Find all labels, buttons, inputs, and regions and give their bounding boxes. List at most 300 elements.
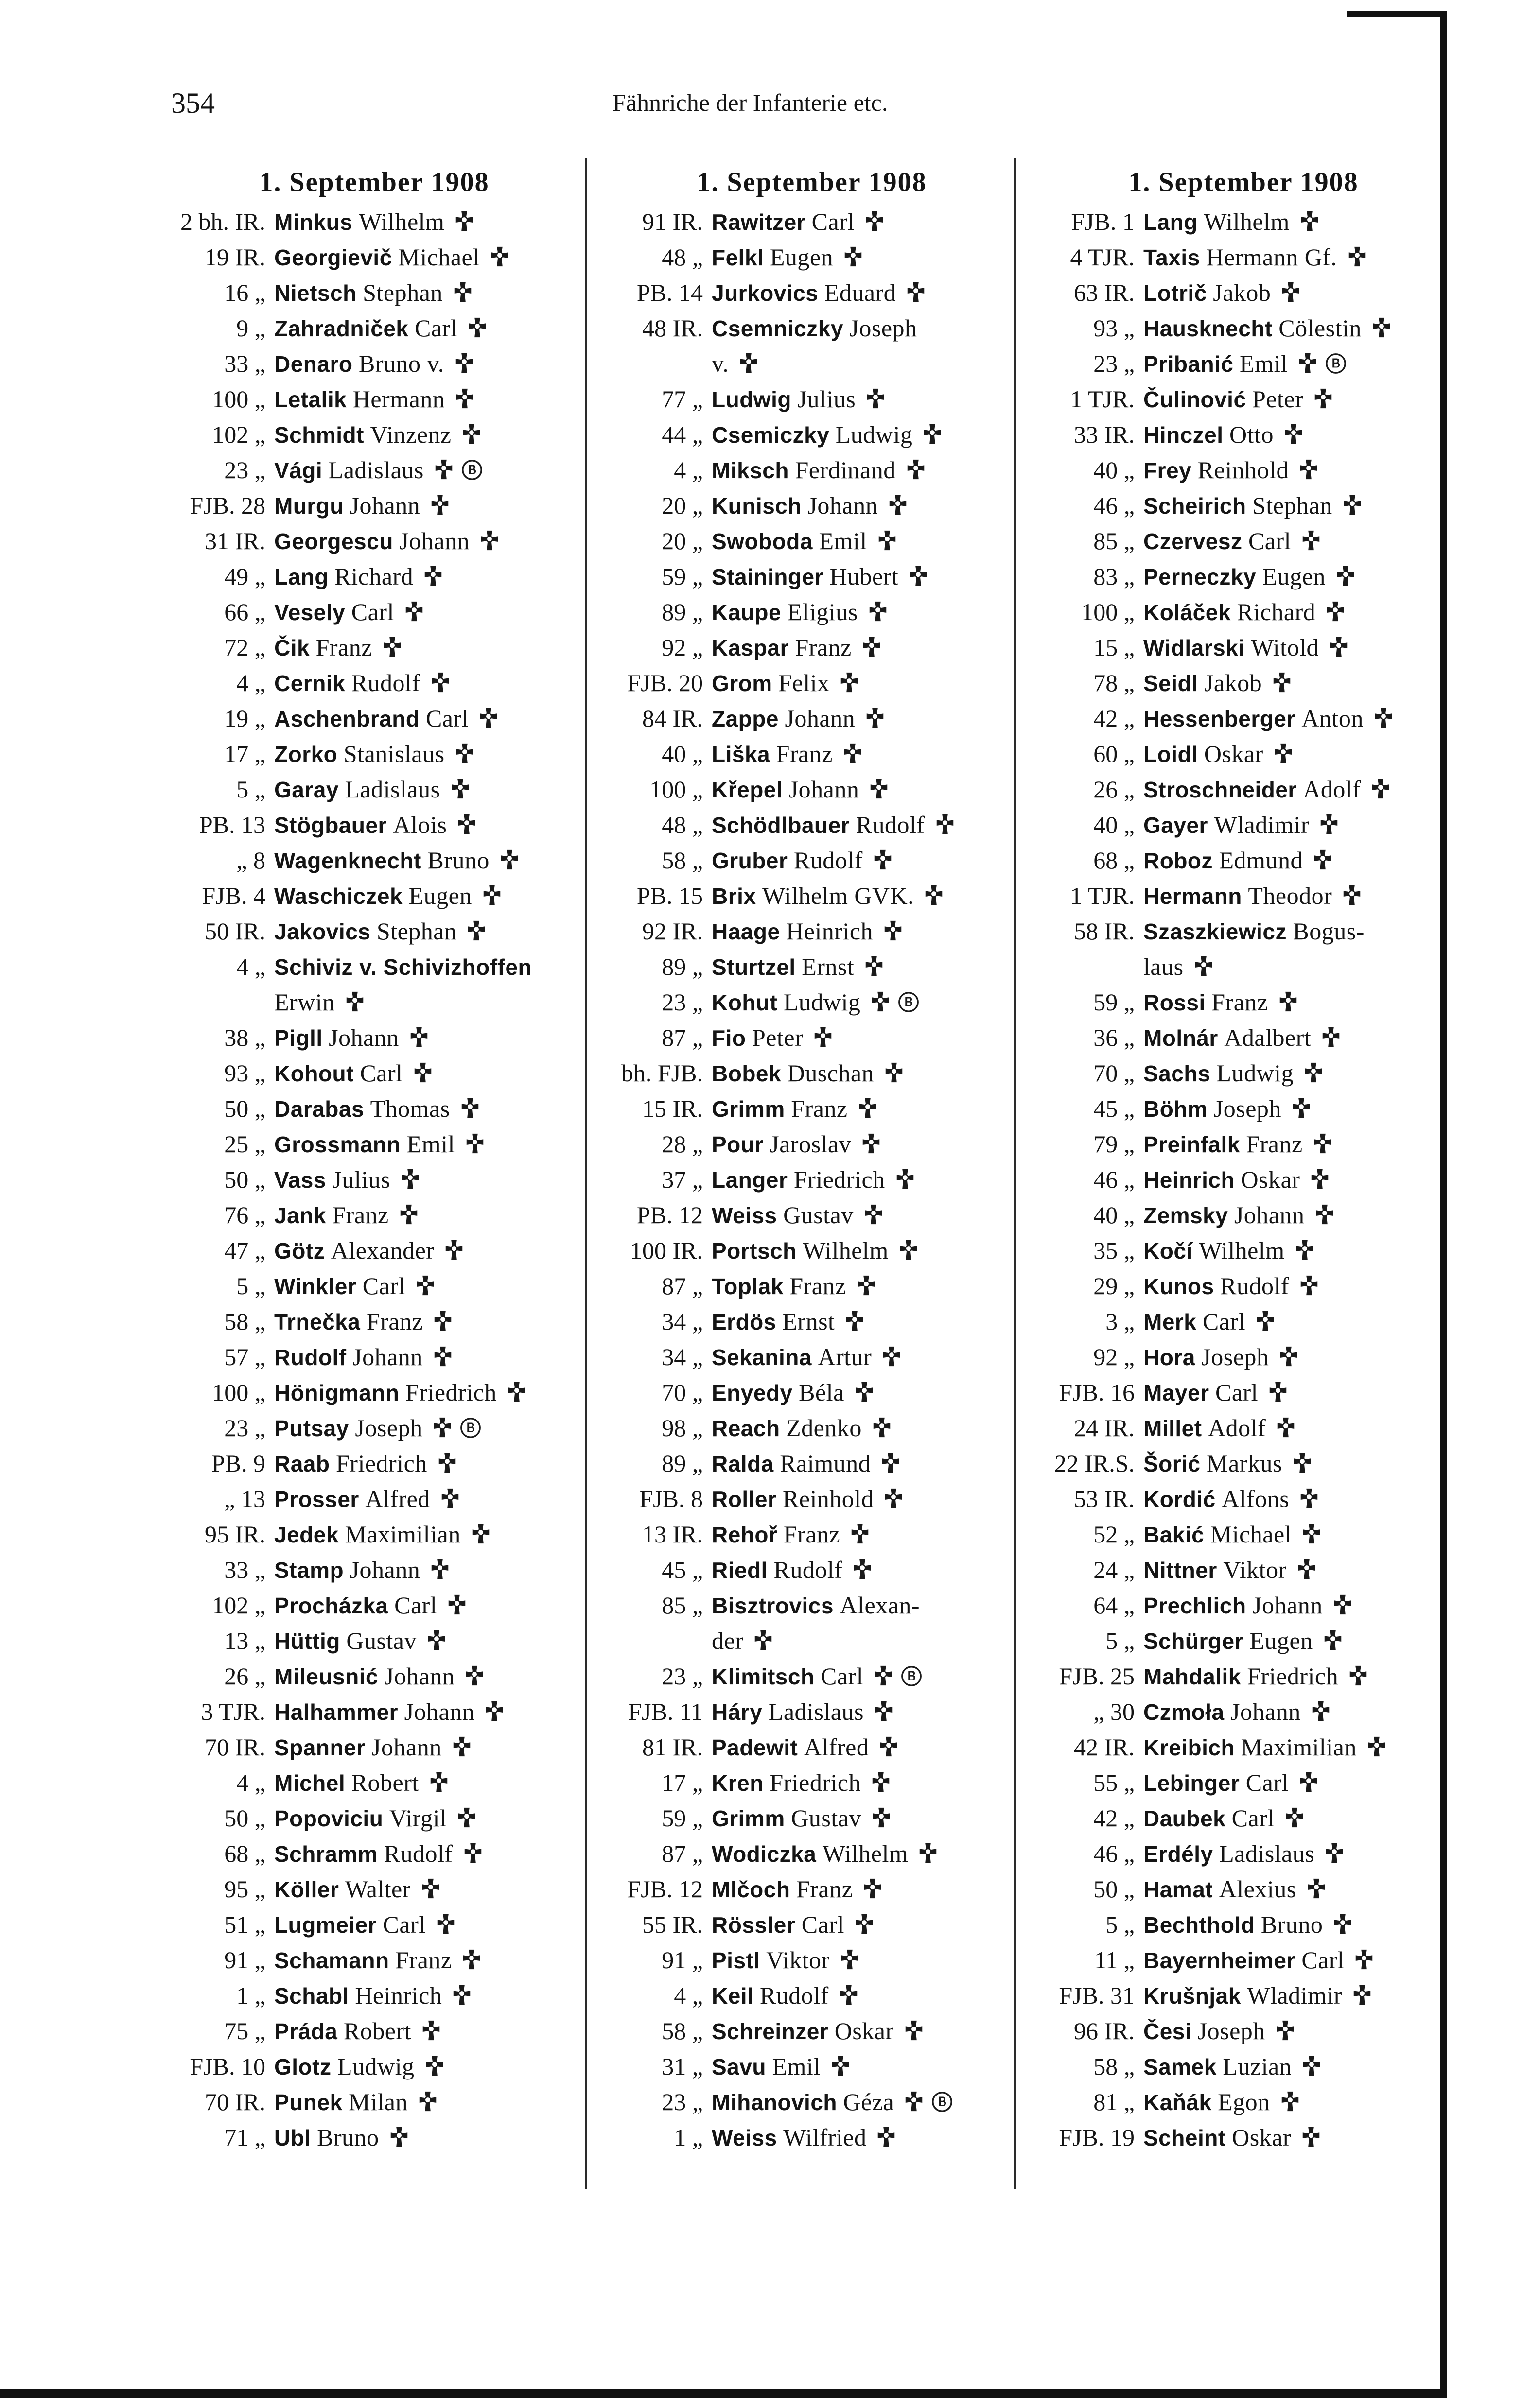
military-cross-icon [1283, 1807, 1306, 1829]
military-cross-icon [454, 743, 476, 765]
regiment-ref: 49 „ [224, 563, 265, 590]
surname: Schödlbauer [712, 813, 850, 838]
surname: Raab [274, 1451, 330, 1476]
person-name [274, 1126, 583, 1162]
surname: Schmidt [274, 422, 364, 448]
given-name: Heinrich [355, 1982, 442, 2009]
given-name: Johann [807, 492, 878, 519]
regiment-ref: 81 „ [1093, 2088, 1135, 2115]
given-name: Franz [332, 1201, 389, 1229]
entry-row [603, 1942, 1021, 1978]
surname: Schiviz v. Schivizhoffen [274, 954, 532, 980]
entry-row [1034, 1481, 1453, 1517]
surname: Fio [712, 1025, 746, 1051]
person-name [274, 1268, 583, 1304]
given-name: Joseph [1213, 1095, 1281, 1122]
entry-row [603, 2120, 1021, 2155]
circled-b-icon [461, 459, 483, 481]
entry-row [165, 1410, 583, 1446]
military-cross-icon [439, 1488, 461, 1510]
entry-row [603, 1517, 1021, 1552]
given-name: Friedrich [793, 1166, 885, 1193]
given-name: Rudolf [384, 1840, 453, 1867]
entry-row [1034, 985, 1453, 1020]
surname: Padewit [712, 1735, 798, 1760]
given-name: Eugen [770, 243, 834, 271]
regiment-ref: 34 „ [662, 1343, 703, 1370]
regiment-ref: 92 „ [662, 634, 703, 661]
regiment-ref: 22 IR.S. [1054, 1450, 1135, 1477]
regiment-ref: 19 IR. [205, 243, 265, 271]
person-name [274, 417, 583, 453]
regiment-ref: 89 „ [662, 598, 703, 625]
given-name: Wilhelm [358, 208, 445, 235]
military-cross-icon [462, 1842, 484, 1865]
surname: Jedek [274, 1522, 339, 1547]
regiment-ref: 72 „ [224, 634, 265, 661]
regiment-ref: FJB. 20 [627, 669, 703, 696]
entry-row [1034, 1162, 1453, 1197]
surname: Kren [712, 1770, 764, 1796]
military-cross-icon [1296, 352, 1319, 375]
given-name: Richard [1237, 598, 1316, 625]
entry-row [165, 488, 583, 523]
given-name: Theodor [1248, 882, 1332, 909]
given-name: Peter [752, 1024, 804, 1051]
entry-row [603, 1197, 1021, 1233]
entry-row [603, 417, 1021, 452]
regiment-ref: 79 „ [1093, 1130, 1135, 1158]
person-name [274, 1801, 583, 1836]
military-cross-icon [1346, 246, 1368, 268]
entry-row [603, 1091, 1021, 1126]
surname: Gruber [712, 848, 788, 873]
surname: Prechlich [1143, 1593, 1246, 1618]
given-name: Milan [349, 2088, 408, 2115]
person-name [712, 346, 1021, 381]
surname: Jurkovics [712, 280, 819, 306]
column-rule [585, 158, 587, 2189]
regiment-ref: 46 „ [1093, 1840, 1135, 1867]
surname: Kohut [712, 990, 778, 1015]
person-name [1143, 1694, 1453, 1730]
given-name: Friedrich [335, 1450, 427, 1477]
given-name: Oskar [834, 2017, 894, 2044]
person-name [1143, 1730, 1453, 1766]
surname: Darabas [274, 1096, 365, 1122]
surname: Lebinger [1143, 1770, 1240, 1796]
given-name: Raimund [780, 1450, 871, 1477]
given-name: Franz [1246, 1130, 1303, 1158]
military-cross-icon [1290, 1097, 1313, 1120]
military-cross-icon [864, 707, 886, 729]
given-name: Friedrich [1247, 1663, 1339, 1690]
military-cross-icon [903, 2091, 925, 2113]
given-name: Johann [352, 1343, 423, 1370]
person-name [1143, 701, 1453, 737]
surname: Csemniczky [712, 316, 843, 341]
entry-row [1034, 1375, 1453, 1410]
entry-row [603, 1623, 1021, 1659]
entry-row [603, 1588, 1021, 1623]
given-name: Carl [383, 1911, 426, 1938]
person-name [1143, 1978, 1453, 2014]
regiment-ref: 59 „ [1093, 988, 1135, 1016]
entry-row [603, 1871, 1021, 1907]
person-name [274, 2049, 583, 2085]
regiment-ref: 40 „ [1093, 1201, 1135, 1229]
person-name [712, 1588, 1021, 1624]
entry-row [165, 523, 583, 559]
entry-row [1034, 1056, 1453, 1091]
surname: Háry [712, 1699, 763, 1725]
regiment-ref: 2 bh. IR. [180, 208, 265, 235]
entry-row [165, 2049, 583, 2084]
entry-row [603, 1978, 1021, 2013]
surname: Popoviciu [274, 1806, 384, 1831]
entry-row [603, 594, 1021, 630]
surname: Reach [712, 1416, 780, 1441]
regiment-ref: 31 IR. [205, 527, 265, 554]
given-name: Carl [801, 1911, 844, 1938]
regiment-ref: 1 TJR. [1070, 882, 1135, 909]
surname: Loidl [1143, 742, 1198, 767]
entry-row [1034, 346, 1453, 381]
person-name [274, 1091, 583, 1127]
entry-row [165, 2120, 583, 2155]
person-name [274, 914, 583, 950]
given-name: Carl [1215, 1379, 1259, 1406]
regiment-ref: 95 IR. [205, 1521, 265, 1548]
regiment-ref: 46 „ [1093, 492, 1135, 519]
regiment-ref: 29 „ [1093, 1272, 1135, 1299]
regiment-ref: 40 „ [662, 740, 703, 767]
military-cross-icon [860, 1133, 882, 1155]
entry-row [165, 1020, 583, 1056]
given-name: Edmund [1219, 847, 1303, 874]
surname: Krušnjak [1143, 1983, 1241, 2009]
person-name [712, 1907, 1021, 1943]
regiment-ref: FJB. 4 [202, 882, 265, 909]
scan-border-top [1347, 11, 1447, 17]
surname: Putsay [274, 1416, 349, 1441]
military-cross-icon [1300, 2055, 1323, 2078]
person-name [274, 523, 583, 559]
given-name: Hermann Gf. [1206, 243, 1337, 271]
regiment-ref: FJB. 19 [1059, 2124, 1135, 2151]
person-name [274, 1375, 583, 1411]
given-name: Stanislaus [343, 740, 445, 767]
person-name [274, 985, 583, 1020]
surname: Liška [712, 742, 770, 767]
surname: Rehoř [712, 1522, 778, 1547]
military-cross-icon [1351, 1984, 1373, 2007]
military-cross-icon [1297, 1771, 1320, 1794]
given-name: Eugen [1249, 1627, 1313, 1654]
military-cross-icon [1313, 1204, 1336, 1226]
surname: Sturtzel [712, 954, 796, 980]
given-name: Eduard [824, 279, 896, 306]
surname: Roller [712, 1487, 777, 1512]
circled-b-icon [931, 2091, 953, 2113]
circled-b-icon [459, 1417, 482, 1439]
given-name: Rudolf [773, 1556, 843, 1583]
surname: Hüttig [274, 1628, 340, 1654]
military-cross-icon [454, 388, 476, 410]
regiment-ref: 26 „ [224, 1663, 265, 1690]
given-name: Jaroslav [770, 1130, 852, 1158]
person-name [712, 1446, 1021, 1482]
entry-row [165, 594, 583, 630]
person-name [712, 2084, 1021, 2120]
given-name: Bruno v. [358, 350, 444, 377]
regiment-ref: FJB. 31 [1059, 1982, 1135, 2009]
military-cross-icon [1370, 317, 1393, 339]
regiment-ref: 52 „ [1093, 1521, 1135, 1548]
entry-list [1034, 204, 1453, 2155]
surname: Bobek [712, 1061, 782, 1086]
given-name: Thomas [370, 1095, 450, 1122]
regiment-ref: PB. 14 [636, 279, 703, 306]
entry-row [165, 807, 583, 843]
given-name: Carl [394, 1592, 438, 1619]
given-name: Emil [1240, 350, 1288, 377]
entry-row [1034, 1836, 1453, 1871]
surname: Kunos [1143, 1274, 1214, 1299]
regiment-ref: 15 „ [1093, 634, 1135, 661]
surname: Langer [712, 1167, 788, 1193]
person-name [712, 417, 1021, 453]
given-name: Franz [796, 1875, 853, 1903]
entry-row [603, 878, 1021, 914]
given-name: Wilhelm [822, 1840, 909, 1867]
given-name: Franz [315, 634, 372, 661]
military-cross-icon [1312, 1133, 1334, 1155]
entry-row [165, 1056, 583, 1091]
person-name [712, 2120, 1021, 2156]
entry-row [1034, 665, 1453, 701]
entry-row [603, 1552, 1021, 1588]
entry-row [1034, 1942, 1453, 1978]
given-name: Witold [1251, 634, 1319, 661]
given-name: Carl [425, 705, 469, 732]
regiment-ref: 23 „ [1093, 350, 1135, 377]
surname: Zahradniček [274, 316, 409, 341]
person-name [274, 1623, 583, 1659]
person-name [712, 878, 1021, 914]
military-cross-icon [1323, 1842, 1346, 1865]
entry-row [1034, 772, 1453, 807]
person-name [274, 1978, 583, 2014]
regiment-ref: 58 IR. [1074, 918, 1135, 945]
surname: Taxis [1143, 245, 1200, 270]
given-name: Duschan [787, 1059, 875, 1087]
given-name: Johann [329, 1024, 399, 1051]
military-cross-icon [478, 530, 501, 552]
regiment-ref: 33 IR. [1074, 421, 1135, 448]
surname: Pribanić [1143, 351, 1234, 377]
person-name [712, 523, 1021, 559]
surname: Waschiczek [274, 884, 403, 909]
regiment-ref: 50 „ [224, 1804, 265, 1832]
regiment-ref: 35 „ [1093, 1237, 1135, 1264]
surname: Lugmeier [274, 1912, 377, 1938]
military-cross-icon [1278, 1346, 1300, 1368]
given-name: Adalbert [1224, 1024, 1312, 1051]
military-cross-icon [423, 2055, 446, 2078]
entry-row [1034, 878, 1453, 914]
surname: Vesely [274, 600, 346, 625]
regiment-ref: 58 „ [224, 1308, 265, 1335]
entry-row [1034, 2084, 1453, 2120]
person-name [1143, 1765, 1453, 1801]
surname: Millet [1143, 1416, 1202, 1441]
person-name [712, 807, 1021, 843]
entry-row [165, 1304, 583, 1339]
surname: Ralda [712, 1451, 774, 1476]
military-cross-icon [1254, 1310, 1277, 1333]
entry-row [603, 452, 1021, 488]
regiment-ref: 100 IR. [630, 1237, 703, 1264]
person-name [1143, 275, 1453, 311]
given-name: Bruno [317, 2124, 379, 2151]
given-name: Johann [1252, 1592, 1323, 1619]
surname: Rudolf [274, 1345, 347, 1370]
person-name [1143, 1836, 1453, 1872]
regiment-ref: 36 „ [1093, 1024, 1135, 1051]
entry-row [165, 1233, 583, 1268]
regiment-ref: 84 IR. [642, 705, 703, 732]
military-cross-icon [453, 352, 475, 375]
regiment-ref: 3 „ [1105, 1308, 1135, 1335]
surname: Merk [1143, 1309, 1197, 1334]
military-cross-icon [1309, 1168, 1331, 1191]
person-name [712, 1871, 1021, 1907]
person-name [274, 381, 583, 417]
military-cross-icon [1298, 1488, 1320, 1510]
person-name [1143, 985, 1453, 1021]
surname: Kaňák [1143, 2090, 1212, 2115]
given-name: Franz [395, 1946, 452, 1974]
military-cross-icon [897, 1239, 920, 1262]
entry-row [1034, 452, 1453, 488]
person-name [1143, 1871, 1453, 1907]
entry-row [603, 1375, 1021, 1410]
given-name: Carl [1245, 1769, 1289, 1796]
surname: Winkler [274, 1274, 357, 1299]
given-name: Carl [811, 208, 855, 235]
given-name: Wilhelm [803, 1237, 889, 1264]
entry-row [603, 843, 1021, 878]
surname: Pour [712, 1132, 764, 1157]
person-name [1143, 1162, 1453, 1198]
military-cross-icon [905, 459, 927, 481]
regiment-ref: 1 „ [236, 1982, 265, 2009]
regiment-ref: 40 „ [1093, 811, 1135, 838]
surname: Perneczky [1143, 564, 1257, 589]
surname: Kaspar [712, 635, 789, 660]
entry-row [165, 1659, 583, 1694]
surname: Daubek [1143, 1806, 1226, 1831]
regiment-ref: 51 „ [224, 1911, 265, 1938]
surname: Mlčoch [712, 1877, 790, 1902]
entry-row [165, 985, 583, 1020]
entry-row [603, 1694, 1021, 1730]
surname: Scheint [1143, 2125, 1226, 2150]
surname: Michel [274, 1770, 346, 1796]
given-name: Viktor [1223, 1556, 1287, 1583]
regiment-ref: 58 „ [662, 2017, 703, 2044]
military-cross-icon [429, 1559, 451, 1581]
given-name: Wilhelm [1199, 1237, 1285, 1264]
military-cross-icon [1318, 814, 1340, 836]
person-name [274, 488, 583, 524]
military-cross-icon [877, 1736, 900, 1758]
person-name [1143, 1091, 1453, 1127]
surname: Trnečka [274, 1309, 361, 1334]
person-name [712, 1410, 1021, 1446]
person-name [1143, 204, 1453, 240]
surname: Haage [712, 919, 780, 944]
surname: Klimitsch [712, 1664, 815, 1689]
person-name [1143, 1623, 1453, 1659]
person-name [1143, 1659, 1453, 1695]
military-cross-icon [414, 1275, 437, 1297]
entry-row [165, 1765, 583, 1801]
entry-row [1034, 1304, 1453, 1339]
regiment-ref: 24 „ [1093, 1556, 1135, 1583]
regiment-ref: 3 TJR. [201, 1698, 265, 1725]
regiment-ref: 42 „ [1093, 1804, 1135, 1832]
person-name [712, 1197, 1021, 1233]
military-cross-icon [812, 1026, 834, 1049]
military-cross-icon [420, 1878, 442, 1900]
regiment-ref: 1 TJR. [1070, 385, 1135, 413]
entry-row [165, 1126, 583, 1162]
military-cross-icon [1347, 1665, 1369, 1687]
person-name [274, 878, 583, 914]
regiment-ref: 46 „ [1093, 1166, 1135, 1193]
person-name [712, 1056, 1021, 1091]
person-name [1143, 1481, 1453, 1517]
regiment-ref: 102 „ [212, 1592, 265, 1619]
surname: Šorić [1143, 1451, 1201, 1476]
person-name [712, 2013, 1021, 2049]
person-name [712, 1517, 1021, 1553]
regiment-ref: 89 „ [662, 1450, 703, 1477]
surname: Georgievič [274, 245, 392, 270]
column-heading: 1. September 1908 [259, 167, 490, 197]
column-2 [603, 160, 1021, 2155]
person-name [274, 1942, 583, 1978]
military-cross-icon [481, 884, 503, 907]
military-cross-icon [882, 920, 904, 942]
regiment-ref: 81 IR. [642, 1733, 703, 1761]
given-name: Emil [819, 527, 867, 554]
surname: Pigll [274, 1025, 323, 1051]
person-name [1143, 2120, 1453, 2156]
regiment-ref: 53 IR. [1074, 1485, 1135, 1512]
entry-row [1034, 381, 1453, 417]
page-number: 354 [171, 87, 215, 119]
person-name [712, 1765, 1021, 1801]
given-name: Cölestin [1278, 314, 1362, 342]
given-name: Jakob [1213, 279, 1271, 306]
surname: Kordić [1143, 1487, 1216, 1512]
given-name: Carl [1248, 527, 1292, 554]
regiment-ref: 47 „ [224, 1237, 265, 1264]
given-name: Bruno [1260, 1911, 1323, 1938]
